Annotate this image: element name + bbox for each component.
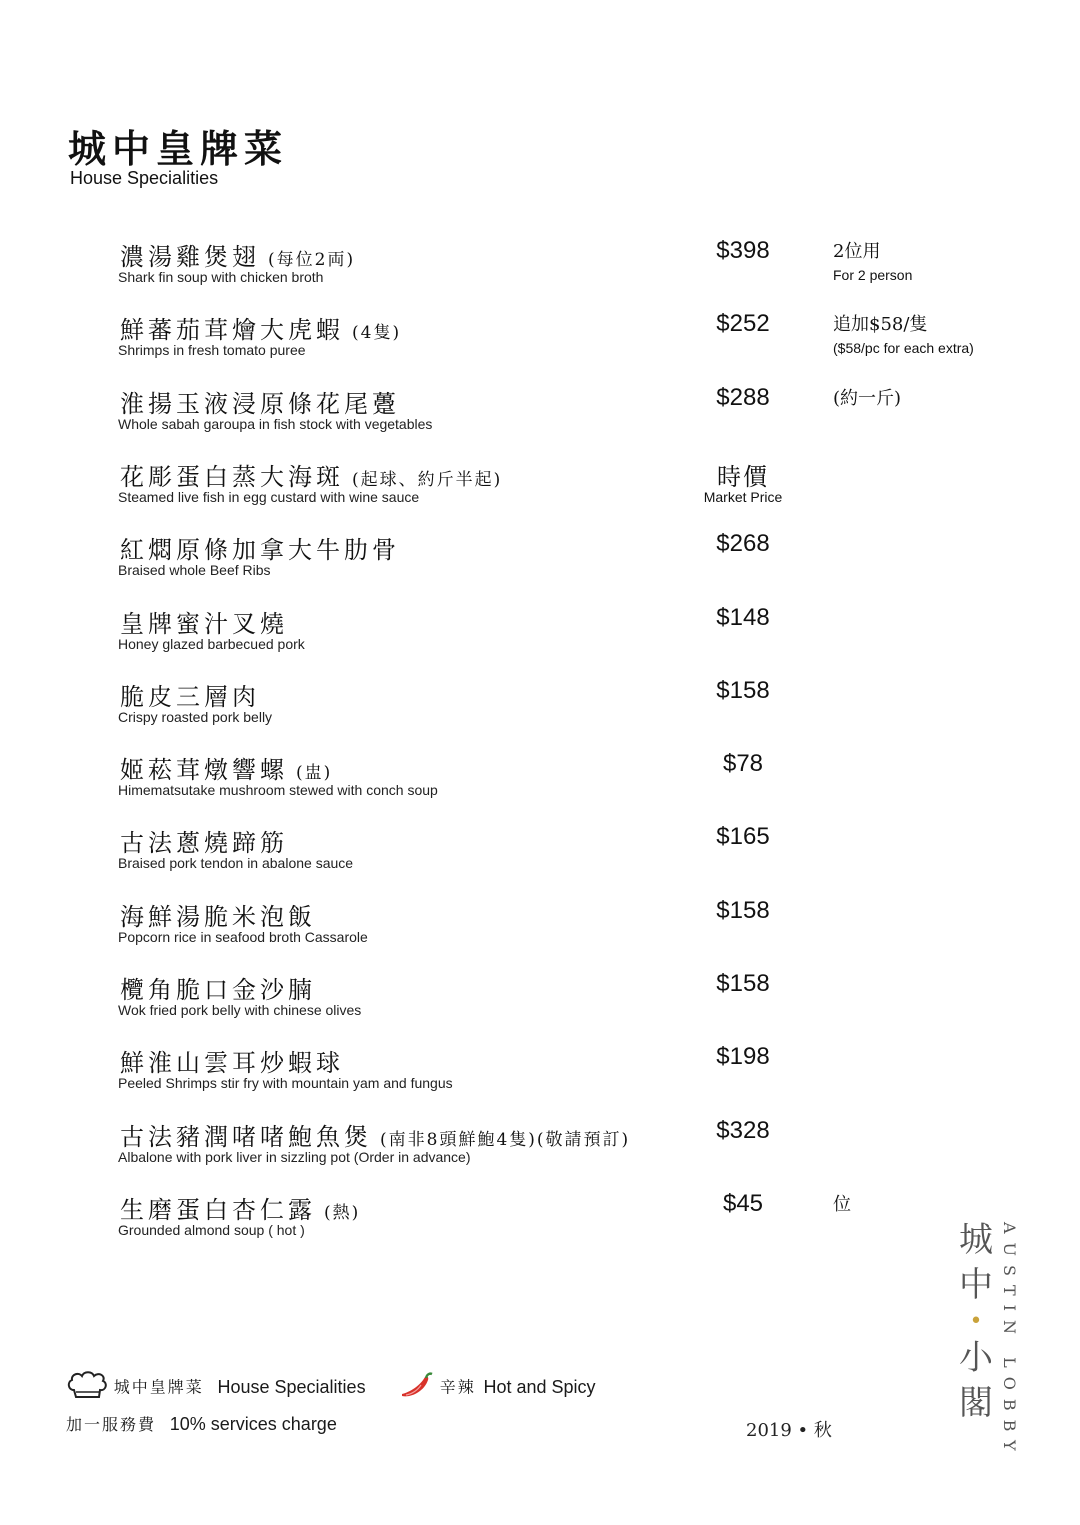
menu-item: [0, 823, 1080, 893]
dish-name-zh: [120, 1190, 360, 1225]
dish-name-zh: [120, 384, 400, 419]
dish-name-zh-text: 鮮蕃茄茸燴大虎蝦: [120, 316, 344, 344]
dish-name-en: Peeled Shrimps stir fry with mountain yam and fungus: [118, 1075, 453, 1091]
dish-price: $148: [716, 604, 770, 631]
dish-remark: 2位用: [833, 241, 881, 262]
dish-name-en: Himematsutake mushroom stewed with conch soup: [118, 782, 438, 798]
dish-name-zh: [120, 604, 288, 639]
menu-item: [0, 677, 1080, 747]
dish-name-zh-text: 淮揚玉液浸原條花尾躉: [120, 390, 400, 418]
dish-name-en: Albalone with pork liver in sizzling pot (Order in advance): [118, 1149, 471, 1165]
legend-spicy: [400, 1370, 596, 1405]
menu-item: [0, 384, 1080, 454]
dish-name-zh-text: 古法豬潤啫啫鮑魚煲: [120, 1123, 372, 1151]
service-charge: [66, 1412, 337, 1435]
dish-price: $158: [716, 897, 770, 924]
dish-name-en: Braised whole Beef Ribs: [118, 562, 271, 578]
dish-price-note: Market Price: [703, 489, 783, 505]
dish-price: $268: [716, 530, 770, 557]
logo-char-1: 城: [959, 1220, 993, 1260]
dish-note: (熱): [324, 1203, 361, 1223]
dish-name-zh: [120, 897, 316, 932]
dish-price: $398: [716, 237, 770, 264]
dish-price: $288: [716, 384, 770, 411]
legend-house-en: House Specialities: [217, 1376, 366, 1397]
dish-name-en: Whole sabah garoupa in fish stock with vegetables: [118, 416, 433, 432]
dish-name-zh: [120, 750, 332, 785]
chef-hat-icon: [66, 1370, 108, 1405]
dish-name-en: Popcorn rice in seafood broth Cassarole: [118, 929, 368, 945]
dish-name-zh-text: 脆皮三層肉: [120, 683, 260, 711]
dish-name-zh: [120, 823, 288, 858]
menu-item: [0, 1190, 1080, 1260]
dish-name-zh: [120, 970, 316, 1005]
logo-char-4: 閣: [959, 1383, 993, 1423]
dish-name-en: Honey glazed barbecued pork: [118, 636, 305, 652]
dish-name-zh: [120, 530, 400, 565]
dish-name-en: Shark fin soup with chicken broth: [118, 269, 324, 285]
dish-note: (每位2両): [268, 250, 356, 270]
dish-remark-en: For 2 person: [833, 267, 913, 283]
legend-spicy-en: Hot and Spicy: [483, 1376, 596, 1397]
dish-name-en: Braised pork tendon in abalone sauce: [118, 855, 354, 871]
dish-name-zh-text: 欖角脆口金沙腩: [120, 976, 316, 1004]
dish-remark: 位: [833, 1194, 851, 1215]
menu-item: [0, 750, 1080, 820]
dish-price: $165: [716, 823, 770, 850]
dish-name-zh-text: 生磨蛋白杏仁露: [120, 1196, 316, 1224]
dish-price: $252: [716, 310, 770, 337]
dish-name-en: Shrimps in fresh tomato puree: [118, 342, 306, 358]
dish-name-zh: [120, 310, 401, 345]
dish-price: $328: [716, 1117, 770, 1144]
dish-name-zh-text: 鮮淮山雲耳炒蝦球: [120, 1049, 344, 1077]
chili-icon: [400, 1370, 434, 1405]
dish-price: 時價: [717, 463, 769, 491]
page-subtitle: House Specialities: [70, 168, 219, 188]
brand-logo-en: AUSTIN LOBBY: [1000, 1222, 1019, 1460]
dish-name-zh-text: 皇牌蜜汁叉燒: [120, 610, 288, 638]
menu-item: [0, 237, 1080, 307]
menu-item: [0, 1117, 1080, 1187]
dish-note: (南非8頭鮮鮑4隻)(敬請預訂): [380, 1130, 631, 1150]
dish-price: $78: [722, 750, 764, 777]
dish-note: (盅): [296, 763, 333, 783]
brand-logo-zh: [956, 1218, 996, 1426]
dish-name-en: Grounded almond soup ( hot ): [118, 1222, 305, 1238]
dish-name-zh: [120, 457, 502, 492]
menu-item: [0, 530, 1080, 600]
logo-dot: •: [969, 1309, 983, 1334]
menu-item: [0, 970, 1080, 1040]
dish-name-zh: [120, 237, 355, 272]
dish-price: $158: [716, 677, 770, 704]
logo-char-3: 小: [959, 1338, 993, 1378]
dish-remark-en: ($58/pc for each extra): [833, 340, 974, 356]
dish-name-zh: [120, 1043, 344, 1078]
legend-house-zh: 城中皇牌菜: [113, 1377, 204, 1397]
dish-note: (4隻): [352, 323, 402, 343]
dish-name-zh-text: 姬菘茸燉響螺: [120, 756, 288, 784]
dish-name-zh-text: 海鮮湯脆米泡飯: [120, 903, 316, 931]
service-charge-en: 10% services charge: [169, 1414, 337, 1434]
dish-name-zh-text: 紅燜原條加拿大牛肋骨: [120, 536, 400, 564]
legend-house: [66, 1370, 366, 1405]
dish-name-zh: [120, 1117, 630, 1152]
dish-name-zh-text: 古法蔥燒蹄筋: [120, 829, 288, 857]
dish-note: (起球、約斤半起): [352, 470, 503, 490]
service-charge-zh: 加一服務費: [66, 1415, 157, 1434]
dish-remark: (約一斤): [833, 388, 902, 409]
dish-price: $45: [722, 1190, 764, 1217]
menu-item: [0, 1043, 1080, 1113]
menu-item: [0, 457, 1080, 527]
dish-name-zh-text: 濃湯雞煲翅: [120, 243, 260, 271]
legend-spicy-zh: 辛辣: [439, 1377, 476, 1397]
page-title: 城中皇牌菜: [68, 126, 289, 171]
dish-price: $158: [716, 970, 770, 997]
dish-price: $198: [716, 1043, 770, 1070]
dish-name-en: Steamed live fish in egg custard with wine sauce: [118, 489, 420, 505]
menu-item: [0, 310, 1080, 380]
dish-name-en: Crispy roasted pork belly: [118, 709, 273, 725]
season-label: 2019 • 秋: [746, 1420, 832, 1441]
logo-char-2: 中: [959, 1265, 993, 1305]
dish-name-zh-text: 花彫蛋白蒸大海斑: [120, 463, 344, 491]
dish-remark: 追加$58/隻: [833, 314, 928, 335]
menu-item: [0, 897, 1080, 967]
menu-item: [0, 604, 1080, 674]
dish-name-en: Wok fried pork belly with chinese olives: [118, 1002, 362, 1018]
dish-name-zh: [120, 677, 260, 712]
